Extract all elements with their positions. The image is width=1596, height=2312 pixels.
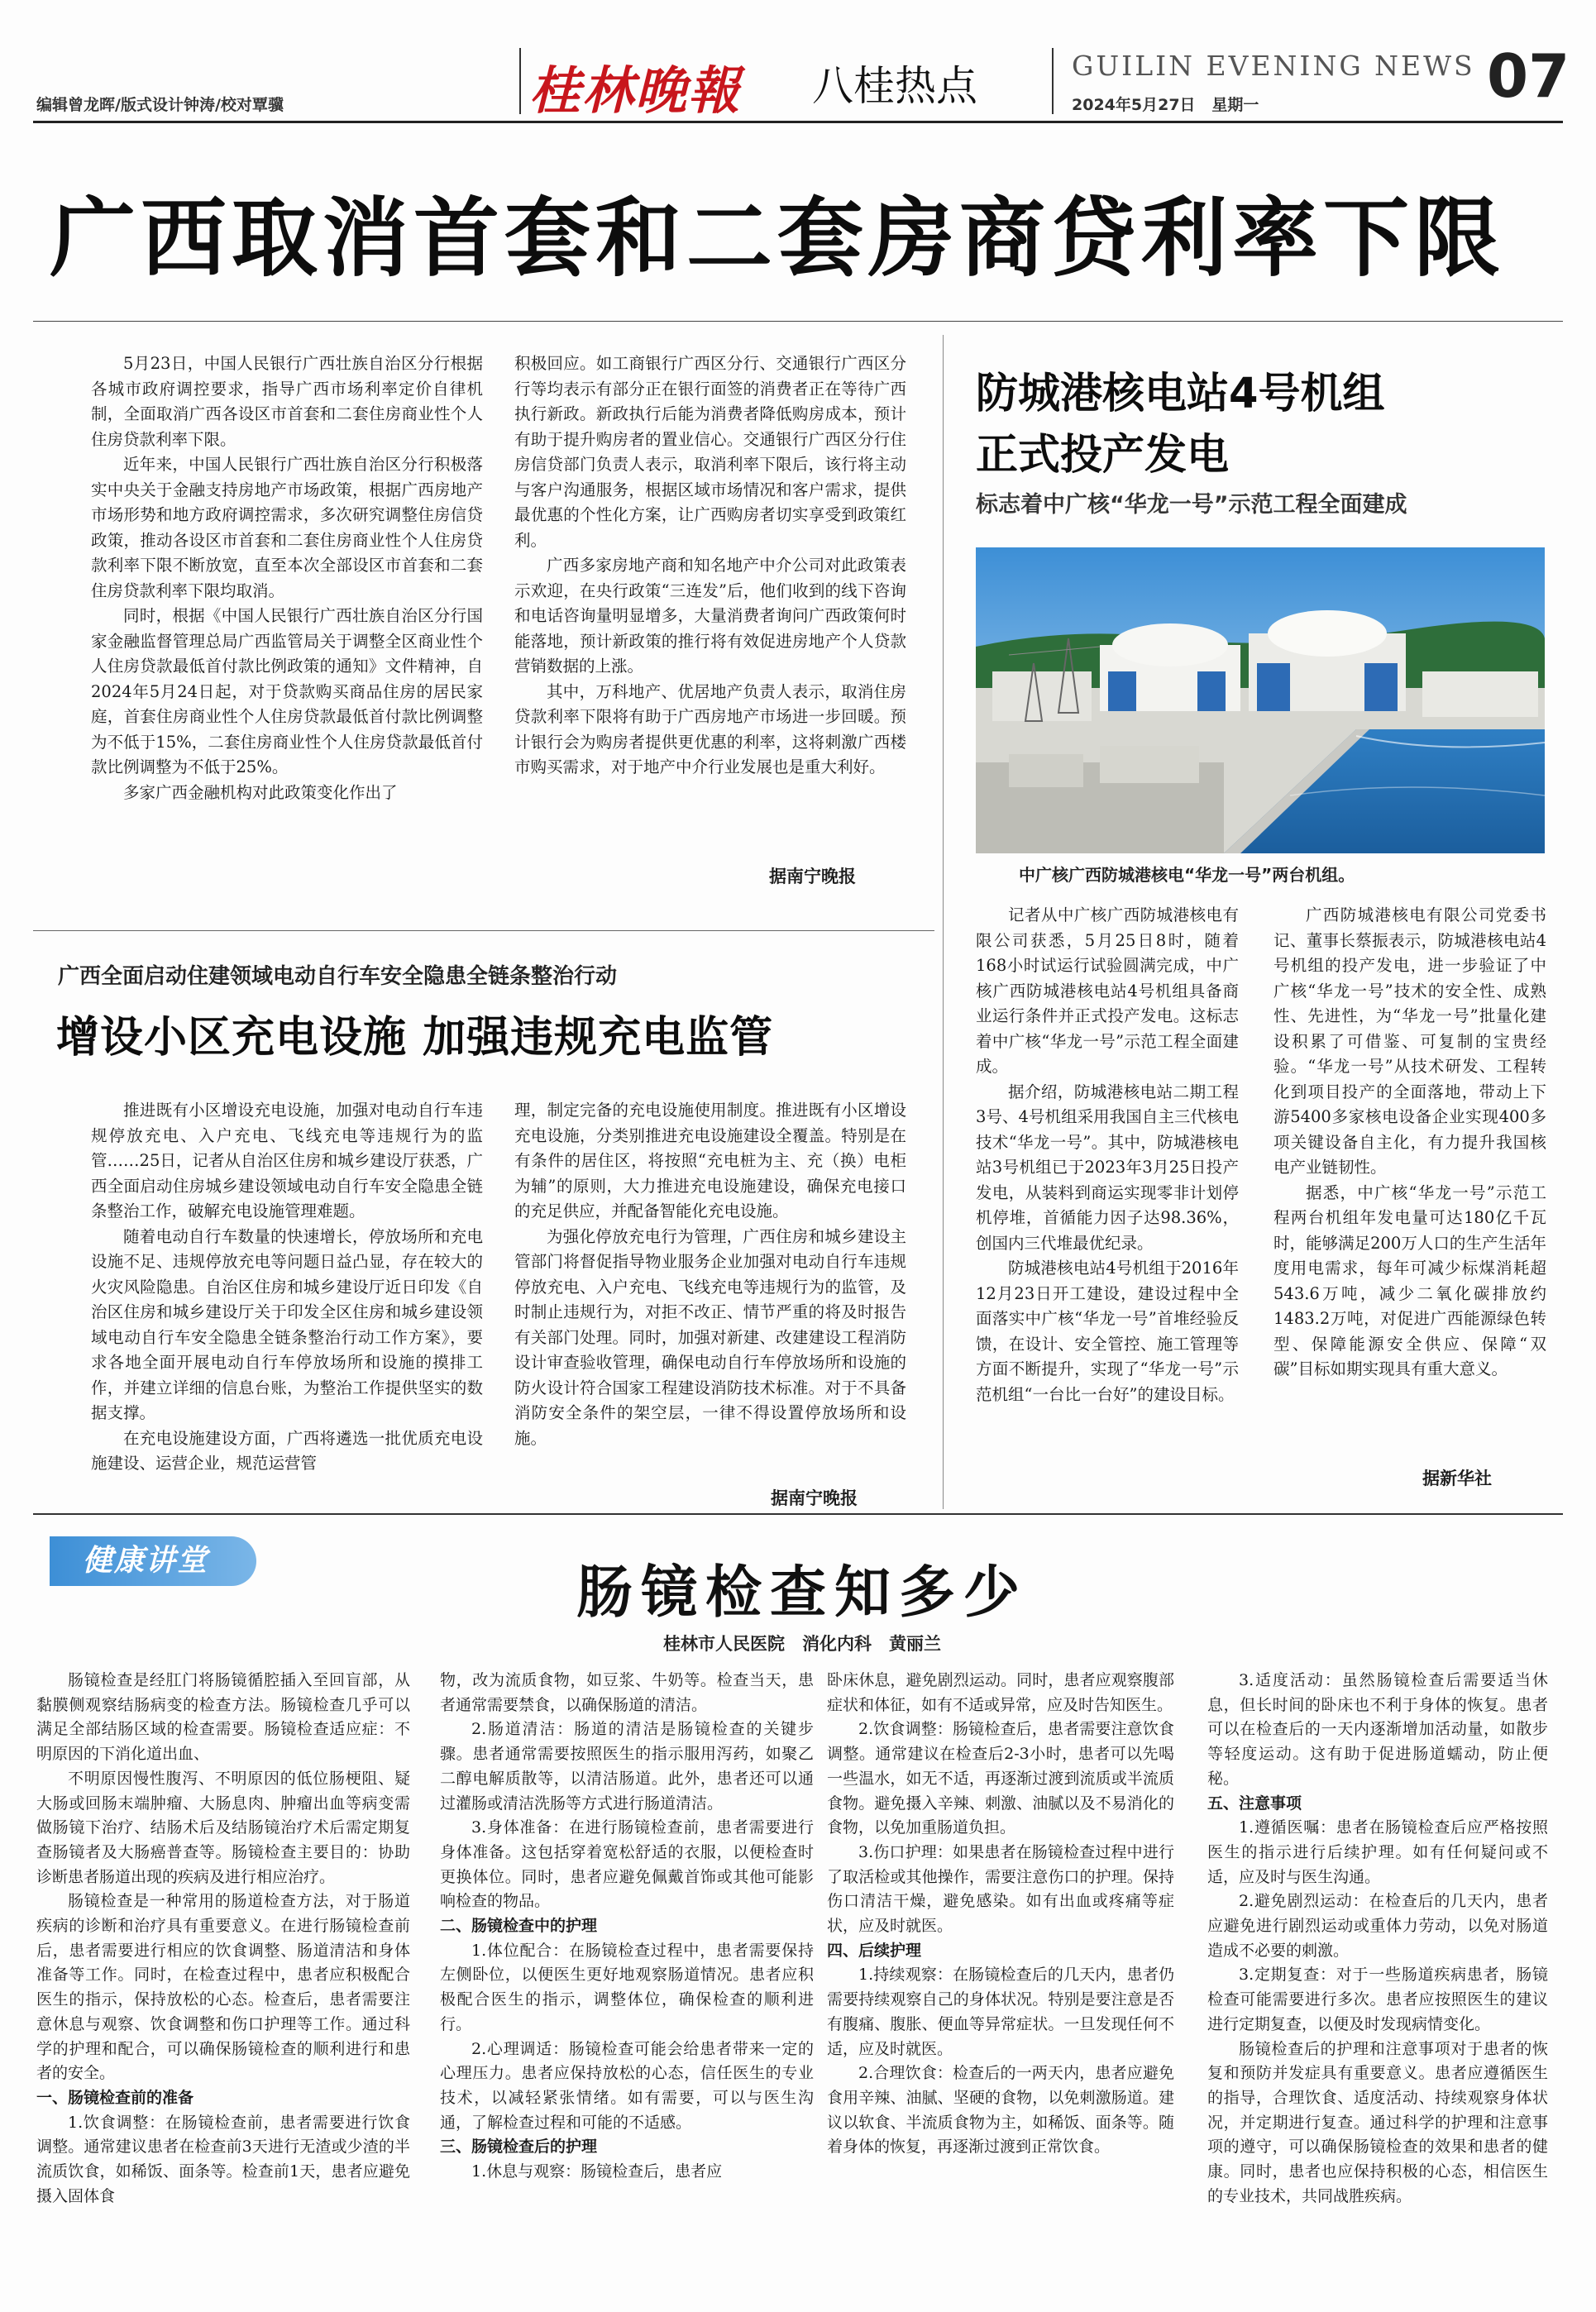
title-line: 正式投产发电 (976, 431, 1230, 480)
article3-source: 据新华社 (1422, 1469, 1492, 1488)
paragraph: 1.遵循医嘱：患者在肠镜检查后应严格按照医生的指示进行后续护理。如有任何疑问或不适，应及时与医生沟通。 (1207, 1818, 1548, 1886)
paragraph: 1.体位配合：在肠镜检查过程中，患者需要保持左侧卧位，以便医生更好地观察肠道情况。患者应积极配合医生的指示，调整体位，确保检查的顺利进行。 (440, 1941, 814, 2033)
issue-date (1072, 93, 1259, 115)
nuclear-plant-photo (976, 547, 1545, 853)
paragraph: 2.合理饮食：检查后的一两天内，患者应避免食用辛辣、油腻、坚硬的食物，以免刺激肠道。建议以软食、半流质食物为主，如稀饭、面条等。随着身体的恢复，再逐渐过渡到正常饮食。 (827, 2064, 1174, 2157)
section-heading: 一、肠镜检查前的准备 (36, 2088, 194, 2107)
paragraph: 2.心理调适：肠镜检查可能会给患者带来一定的心理压力。患者应保持放松的心态，信任医生的专业技术，以减轻紧张情绪。如有需要，可以与医生沟通，了解检查过程和可能的不适感。 (440, 2039, 814, 2132)
section-heading: 三、肠镜检查后的护理 (440, 2138, 598, 2157)
section-name: 八桂热点 (812, 62, 977, 110)
paragraph: 理，制定完备的充电设施使用制度。推进既有小区增设充电设施，分类别推进充电设施建设全覆盖。特别是在有条件的居住区，将按照“充电桩为主、充（换）电柜为辅”的原则，大力推进充电设施建设，确保充电接口的充足供应，并配备智能化充电设施。 (514, 1101, 906, 1220)
paragraph: 为强化停放充电行为管理，广西住房和城乡建设主管部门将督促指导物业服务企业加强对电动自行车违规停放充电、入户充电、飞线充电等违规行为的监管，及时制止违规行为，对拒不改正、情节严重的将及时报告有关部门处理。同时，加强对新建、改建建设工程消防设计审查验收管理，确保电动自行车停放场所和设施的防火设计符合国家工程建设消防技术标准。对于不具备消防安全条件的架空层，一律不得设置停放场所和设施。 (514, 1226, 906, 1448)
title-line: 防城港核电站4号机组 (976, 370, 1385, 418)
paragraph: 卧床休息，避免剧烈运动。同时，患者应观察腹部症状和体征，如有不适或异常，应及时告知医生。 (827, 1671, 1174, 1714)
paragraph: 2.肠道清洁：肠道的清洁是肠镜检查的关键步骤。患者通常需要按照医生的指示服用泻药，如聚乙二醇电解质散等，以清洁肠道。此外，患者还可以通过灌肠或清洁洗肠等方式进行肠道清洁。 (440, 1720, 814, 1813)
paragraph: 3.伤口护理：如果患者在肠镜检查过程中进行了取活检或其他操作，需要注意伤口的护理。保持伤口清洁干燥，避免感染。如有出血或疼痛等症状，应及时就医。 (827, 1842, 1174, 1936)
paragraph: 广西多家房地产商和知名地产中介公司对此政策表示欢迎，在央行政策“三连发”后，他们收到的线下咨询和电话咨询量明显增多，大量消费者询问广西政策何时能落地，预计新政策的推行将有效促进房地产个人贷款营销数据的上涨。 (514, 556, 906, 676)
paragraph: 在充电设施建设方面，广西将遴选一批优质充电设施建设、运营企业，规范运营管 (91, 1428, 483, 1473)
paragraph: 5月23日，中国人民银行广西壮族自治区分行根据各城市政府调控要求，指导广西市场利率定价自律机制，全面取消广西各设区市首套和二套住房商业性个人住房贷款利率下限。 (91, 354, 483, 449)
article3-subtitle: 标志着中广核“华龙一号”示范工程全面建成 (976, 492, 1407, 518)
article3-title (976, 364, 1385, 486)
paragraph: 3.适度活动：虽然肠镜检查后需要适当休息，但长时间的卧床也不利于身体的恢复。患者可以在检查后的一天内逐渐增加活动量，如散步等轻度运动。这有助于促进肠道蠕动，防止便秘。 (1207, 1671, 1548, 1788)
paragraph: 3.身体准备：在进行肠镜检查前，患者需要进行身体准备。这包括穿着宽松舒适的衣服，以便检查时更换体位。同时，患者应避免佩戴首饰或其他可能影响检查的物品。 (440, 1818, 814, 1911)
paragraph: 肠镜检查后的护理和注意事项对于患者的恢复和预防并发症具有重要意义。患者应遵循医生的指导，合理饮食、适度活动、持续观察身体状况，并定期进行复查。通过科学的护理和注意事项的遵守，可以确保肠镜检查的效果和患者的健康。同时，患者也应保持积极的心态，相信医生的专业技术，共同战胜疾病。 (1207, 2039, 1548, 2205)
article2-title: 增设小区充电设施 加强违规充电监管 (56, 1013, 774, 1063)
paper-logo: 桂林晚報 (529, 60, 742, 121)
article2-col1 (91, 1098, 483, 1477)
editors-line: 编辑曾龙晖/版式设计钟涛/校对覃骥 (36, 96, 284, 114)
paragraph: 积极回应。如工商银行广西区分行、交通银行广西区分行等均表示有部分正在银行面签的消费者正在等待广西执行新政。新政执行后能为消费者降低购房成本，预计有助于提升购房者的置业信心。交通银行广西区分行住房信贷部门负责人表示，取消利率下限后，该行将主动与客户沟通服务，根据区域市场情况和客户需求，提供最优惠的个性化方案，让广西购房者切实享受到政策红利。 (514, 354, 906, 550)
paragraph: 推进既有小区增设充电设施，加强对电动自行车违规停放充电、入户充电、飞线充电等违规行为的监管……25日，记者从自治区住房和城乡建设厅获悉，广西全面启动住房城乡建设领域电动自行车安全隐患全链条整治工作，破解充电设施管理难题。 (91, 1101, 483, 1220)
paragraph: 防城港核电站4号机组于2016年12月23日开工建设，建设过程中全面落实中广核“华龙一号”首堆经验反馈，在设计、安全管控、施工管理等方面不断提升，实现了“华龙一号”示范机组“一台比一台好”的建设目标。 (976, 1259, 1239, 1404)
date-text: 2024年5月27日 (1072, 96, 1196, 114)
paragraph: 据悉，中广核“华龙一号”示范工程两台机组年发电量可达180亿千瓦时，能够满足200万人口的生产生活年度用电需求，每年可减少标煤消耗超543.6万吨，减少二氧化碳排放约1483.2万吨，对促进广西能源绿色转型、保障能源安全供应、保障“双碳”目标如期实现具有重大意义。 (1273, 1182, 1546, 1378)
section-heading: 五、注意事项 (1207, 1794, 1302, 1813)
main-headline: 广西取消首套和二套房商贷利率下限 (50, 188, 1506, 289)
paragraph: 随着电动自行车数量的快速增长，停放场所和充电设施不足、违规停放充电等问题日益凸显，存在较大的火灾风险隐患。自治区住房和城乡建设厅近日印发《自治区住房和城乡建设厅关于印发全区住房和城乡建设领域电动自行车安全隐患全链条整治行动工作方案》，要求各地全面开展电动自行车停放场所和设施的摸排工作，并建立详细的信息台账，为整治工作提供坚实的数据支撑。 (91, 1226, 483, 1422)
paragraph: 1.休息与观察：肠镜检查后，患者应 (471, 2162, 723, 2181)
paragraph: 广西防城港核电有限公司党委书记、董事长蔡振表示，防城港核电站4号机组的投产发电，进一步验证了中广核“华龙一号”技术的安全性、成熟性、先进性，为“华龙一号”批量化建设积累了可借鉴、可复制的宝贵经验。“华龙一号”从技术研发、工程转化到项目投产的全面落地，带动上下游5400多家核电设备企业实现400多项关键设备自主化，有力提升我国核电产业链韧性。 (1273, 905, 1546, 1177)
paragraph: 2.避免剧烈运动：在检查后的几天内，患者应避免进行剧烈运动或重体力劳动，以免对肠道造成不必要的刺激。 (1207, 1892, 1548, 1960)
paragraph: 其中，万科地产、优居地产负责人表示，取消住房贷款利率下限将有助于广西房地产市场进一步回暖。预计银行会为购房者提供更优惠的利率，这将刺激广西楼市购买需求，对于地产中介行业发展也是重大利好。 (514, 681, 906, 776)
article3-col2 (1273, 903, 1546, 1383)
article1-source: 据南宁晚报 (769, 867, 856, 886)
photo-caption: 中广核广西防城港核电“华龙一号”两台机组。 (1019, 865, 1355, 885)
paragraph: 近年来，中国人民银行广西壮族自治区分行积极落实中央关于金融支持房地产市场政策，根据广西房地产市场形势和地方政府调控需求，多次研究调整住房信贷政策，推动各设区市首套和二套住房商业性个人住房贷款利率下限不断放宽，直至本次全部设区市首套和二套住房贷款利率下限均取消。 (91, 455, 483, 600)
page-number: 07 (1487, 41, 1570, 111)
paragraph: 1.持续观察：在肠镜检查后的几天内，患者仍需要持续观察自己的身体状况。特别是要注意是否有腹痛、腹胀、便血等异常症状。一旦发现任何不适，应及时就医。 (827, 1966, 1174, 2058)
paragraph: 3.定期复查：对于一些肠道疾病患者，肠镜检查可能需要进行多次。患者应按照医生的建议进行定期复查，以便及时发现病情变化。 (1207, 1966, 1548, 2033)
paragraph: 同时，根据《中国人民银行广西壮族自治区分行国家金融监督管理总局广西监管局关于调整全区商业性个人住房贷款最低首付款比例政策的通知》文件精神，自2024年5月24日起，对于贷款购买商品住房的居民家庭，首套住房商业性个人住房贷款最低首付款比例调整为不低于15%，二套住房商业性个人住房贷款最低首付款比例调整为不低于25%。 (91, 606, 483, 776)
paragraph: 2.饮食调整：肠镜检查后，患者需要注意饮食调整。通常建议在检查后2-3小时，患者可以先喝一些温水，如无不适，再逐渐过渡到流质或半流质食物。避免摄入辛辣、刺激、油腻以及不易消化的食物，以免加重肠道负担。 (827, 1720, 1174, 1837)
paragraph: 据介绍，防城港核电站二期工程3号、4号机组采用我国自主三代核电技术“华龙一号”。其中，防城港核电站3号机组已于2023年3月25日投产发电，从装料到商运实现零非计划停机停堆，首循能力因子达98.36%，创国内三代堆最优纪录。 (976, 1082, 1239, 1253)
paragraph: 肠镜检查是一种常用的肠道检查方法，对于肠道疾病的诊断和治疗具有重要意义。在进行肠镜检查前后，患者需要进行相应的饮食调整、肠道清洁和身体准备等工作。同时，在检查过程中，患者应积极配合医生的指示，保持放松的心态。检查后，患者需要注意休息与观察、饮食调整和伤口护理等工作。通过科学的护理和配合，可以确保肠镜检查的顺利进行和患者的安全。 (36, 1892, 410, 2083)
article3-col1 (976, 903, 1239, 1407)
article1-col1 (91, 351, 483, 805)
article2-col2 (514, 1098, 906, 1451)
health-title: 肠镜检查知多少 (576, 1560, 1028, 1626)
section-heading: 四、后续护理 (827, 1941, 922, 1960)
paragraph: 1.饮食调整：在肠镜检查前，患者需要进行饮食调整。通常建议患者在检查前3天进行无渣或少渣的半流质饮食，如稀饭、面条等。检查前1天，患者应避免摄入固体食 (36, 2113, 410, 2205)
health-col2 (440, 1669, 814, 2185)
health-col3 (827, 1669, 1174, 2160)
health-col4 (1207, 1669, 1548, 2209)
paragraph: 记者从中广核广西防城港核电有限公司获悉，5月25日8时，随着168小时试运行试验圆满完成，中广核广西防城港核电站4号机组具备商业运行条件并正式投产发电。这标志着中广核“华龙一号”示范工程全面建成。 (976, 905, 1239, 1076)
section-heading: 二、肠镜检查中的护理 (440, 1917, 598, 1936)
health-badge: 健康讲堂 (50, 1536, 256, 1586)
health-byline: 桂林市人民医院 消化内科 黄丽兰 (663, 1634, 941, 1654)
paragraph: 不明原因慢性腹泻、不明原因的低位肠梗阻、疑大肠或回肠末端肿瘤、大肠息肉、肿瘤出血等病变需做肠镜下治疗、结肠术后及结肠镜治疗术后需定期复查肠镜者及大肠癌普查等。肠镜检查主要目的：协助诊断患者肠道出现的疾病及进行相应治疗。 (36, 1769, 410, 1886)
paragraph: 肠镜检查是经肛门将肠镜循腔插入至回盲部，从黏膜侧观察结肠病变的检查方法。肠镜检查几乎可以满足全部结肠区域的检查需要。肠镜检查适应症：不明原因的下消化道出血、 (36, 1671, 410, 1764)
paragraph: 物，改为流质食物，如豆浆、牛奶等。检查当天，患者通常需要禁食，以确保肠道的清洁。 (440, 1671, 814, 1714)
weekday-text: 星期一 (1211, 96, 1259, 114)
article1-col2 (514, 351, 906, 781)
article2-kicker: 广西全面启动住建领域电动自行车安全隐患全链条整治行动 (58, 964, 618, 989)
article2-source: 据南宁晚报 (771, 1488, 858, 1508)
paragraph: 多家广西金融机构对此政策变化作出了 (123, 782, 398, 802)
health-col1 (36, 1669, 410, 2209)
english-name: GUILIN EVENING NEWS (1072, 50, 1475, 82)
